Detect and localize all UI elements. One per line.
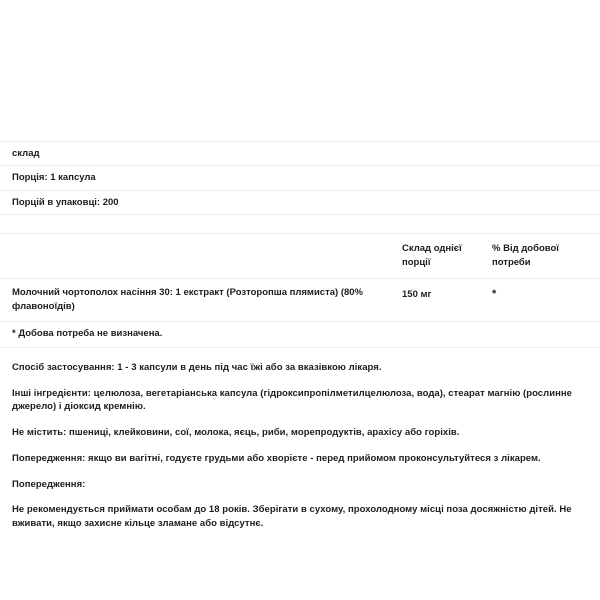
ingredient-daily-value-cell bbox=[492, 279, 600, 322]
top-spacer bbox=[0, 0, 600, 141]
spacer-cell bbox=[0, 215, 600, 234]
allergen-free-text: Не містить: пшениці, клейковини, сої, молока, яєць, риби, морепродуктів, арахісу або горіхів. bbox=[12, 427, 460, 439]
daily-value-footnote: * Добова потреба не визначена. bbox=[0, 322, 600, 347]
table-header-row bbox=[0, 234, 600, 279]
composition-label: склад bbox=[0, 142, 600, 166]
column-header-name bbox=[0, 234, 402, 279]
ingredient-amount: 150 мг bbox=[402, 279, 492, 322]
table-row-footnote bbox=[0, 322, 600, 347]
ingredient-name: Молочний чортополох насіння 30: 1 екстракт (Розторопша плямиста) (80% флавоноїдів) bbox=[0, 279, 402, 322]
servings-per-container-label: Порцій в упаковці: 200 bbox=[0, 190, 600, 214]
other-ingredients-text: Інші інгредієнти: целюлоза, вегетаріанська капсула (гідроксипропілметилцелюлоза, вода), стеарат магнію (рослинне джерело) і діоксид кремнію. bbox=[12, 387, 572, 413]
table-row-spacer bbox=[0, 215, 600, 234]
table-row bbox=[0, 279, 600, 322]
supplement-facts-table bbox=[0, 141, 600, 348]
table-row-servings-per-container bbox=[0, 190, 600, 214]
column-header-percent-daily-value: % Від добової потреби bbox=[492, 234, 600, 279]
table-row-composition bbox=[0, 142, 600, 166]
table-row-serving-size bbox=[0, 166, 600, 190]
directions-text: Спосіб застосування: 1 - 3 капсули в день під час їжі або за вказівкою лікаря. bbox=[12, 361, 382, 373]
warning-pregnancy-text: Попередження: якщо ви вагітні, годуєте грудьми або хворієте - перед прийомом проконсультуйтеся з лікарем. bbox=[12, 452, 541, 464]
warning-body-text: Не рекомендується приймати особам до 18 років. Зберігати в сухому, прохолодному місці поза досяжністю дітей. Не вживати, якщо захисне кільце зламане або відсутнє. bbox=[12, 504, 572, 530]
ingredient-daily-value: * bbox=[492, 288, 497, 301]
warning-heading: Попередження: bbox=[12, 478, 86, 490]
serving-size-label: Порція: 1 капсула bbox=[0, 166, 600, 190]
product-details bbox=[0, 361, 600, 531]
column-header-amount-per-serving: Склад однієї порції bbox=[402, 234, 492, 279]
